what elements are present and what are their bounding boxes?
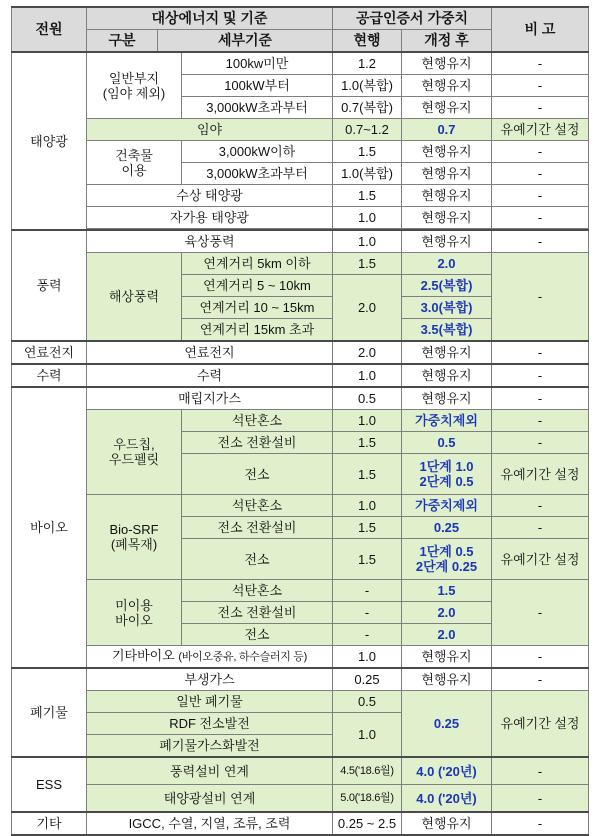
bio-wood-revised: 0.5 <box>402 432 492 454</box>
waste-rdf-detail: RDF 전소발전 <box>87 713 333 735</box>
bio-wood-label: 우드칩, 우드펠릿 <box>87 410 182 495</box>
waste-label: 폐기물 <box>12 668 87 757</box>
bio-wood-current: 1.5 <box>333 432 402 454</box>
waste-note: 유예기간 설정 <box>492 691 589 758</box>
solar-building-detail: 3,000kW초과부터 <box>182 163 333 185</box>
solar-forest-current: 0.7~1.2 <box>333 119 402 141</box>
wind-onshore-current: 1.0 <box>333 230 402 253</box>
ess-wind-note: - <box>492 757 589 785</box>
waste-byproduct-revised: 현행유지 <box>402 668 492 691</box>
solar-general-land: 일반부지 (임야 제외) <box>87 52 182 119</box>
bio-unused-detail: 석탄혼소 <box>182 580 333 602</box>
solar-water-revised: 현행유지 <box>402 185 492 207</box>
wind-offshore-detail: 연계거리 15km 초과 <box>182 319 333 342</box>
solar-self-current: 1.0 <box>333 207 402 229</box>
solar-water-detail: 수상 태양광 <box>87 185 333 207</box>
solar-forest-note: 유예기간 설정 <box>492 119 589 141</box>
waste-general-current: 0.5 <box>333 691 402 713</box>
bio-srf-detail: 전소 전환설비 <box>182 517 333 539</box>
solar-label: 태양광 <box>12 52 87 230</box>
bio-wood-detail: 전소 전환설비 <box>182 432 333 454</box>
fuelcell-revised: 현행유지 <box>402 341 492 364</box>
bio-wood-detail: 석탄혼소 <box>182 410 333 432</box>
bio-other-label: 기타바이오 <box>111 648 175 663</box>
header-current: 현행 <box>333 30 402 53</box>
wind-offshore-current-b: 2.0 <box>333 275 402 342</box>
waste-revised: 0.25 <box>402 691 492 758</box>
solar-building-note: - <box>492 163 589 185</box>
bio-srf-revised: 1단계 0.5 2단계 0.25 <box>402 539 492 580</box>
ess-label: ESS <box>12 757 87 812</box>
solar-building-detail: 3,000kW이하 <box>182 141 333 163</box>
solar-current: 1.0(복합) <box>333 75 402 97</box>
ess-wind-revised: 4.0 ('20년) <box>402 757 492 785</box>
bio-srf-revised: 가중치제외 <box>402 495 492 517</box>
bio-unused-revised: 1.5 <box>402 580 492 602</box>
waste-general-detail: 일반 폐기물 <box>87 691 333 713</box>
bio-wood-current: 1.5 <box>333 454 402 495</box>
solar-detail: 3,000kW초과부터 <box>182 97 333 119</box>
solar-building: 건축물 이용 <box>87 141 182 185</box>
bio-srf-note: - <box>492 495 589 517</box>
header-rec-weight: 공급인증서 가중치 <box>333 7 492 30</box>
bio-unused-detail: 전소 <box>182 624 333 646</box>
solar-note: - <box>492 75 589 97</box>
bio-srf-current: 1.5 <box>333 517 402 539</box>
header-target-energy: 대상에너지 및 기준 <box>87 7 333 30</box>
solar-current: 1.2 <box>333 52 402 75</box>
bio-landfill-note: - <box>492 387 589 410</box>
ess-wind-detail: 풍력설비 연계 <box>87 757 333 785</box>
wind-offshore-detail: 연계거리 10 ~ 15km <box>182 297 333 319</box>
bio-unused-label: 미이용 바이오 <box>87 580 182 646</box>
etc-current: 0.25 ~ 2.5 <box>333 812 402 835</box>
bio-wood-note: - <box>492 432 589 454</box>
bio-landfill-current: 0.5 <box>333 387 402 410</box>
fuelcell-label: 연료전지 <box>12 341 87 364</box>
wind-offshore-revised: 3.0(복합) <box>402 297 492 319</box>
header-source: 전원 <box>12 7 87 52</box>
bio-label: 바이오 <box>12 387 87 668</box>
waste-byproduct-note: - <box>492 668 589 691</box>
hydro-current: 1.0 <box>333 364 402 387</box>
solar-building-revised: 현행유지 <box>402 141 492 163</box>
header-category: 구분 <box>87 30 158 53</box>
fuelcell-note: - <box>492 341 589 364</box>
solar-building-current: 1.5 <box>333 141 402 163</box>
solar-revised: 현행유지 <box>402 97 492 119</box>
solar-self-note: - <box>492 207 589 229</box>
wind-offshore-detail: 연계거리 5 ~ 10km <box>182 275 333 297</box>
solar-forest-revised: 0.7 <box>402 119 492 141</box>
ess-solar-detail: 태양광설비 연계 <box>87 785 333 813</box>
solar-detail: 100kw미만 <box>182 52 333 75</box>
solar-detail: 100kW부터 <box>182 75 333 97</box>
rec-weight-table <box>11 6 589 836</box>
solar-forest-detail: 임야 <box>87 119 333 141</box>
hydro-label: 수력 <box>12 364 87 387</box>
wind-offshore-detail: 연계거리 5km 이하 <box>182 253 333 275</box>
wind-offshore-current-a: 1.5 <box>333 253 402 275</box>
bio-unused-current: - <box>333 580 402 602</box>
bio-unused-current: - <box>333 602 402 624</box>
waste-byproduct-current: 0.25 <box>333 668 402 691</box>
bio-landfill-detail: 매립지가스 <box>87 387 333 410</box>
etc-label: 기타 <box>12 812 87 835</box>
solar-revised: 현행유지 <box>402 75 492 97</box>
solar-note: - <box>492 97 589 119</box>
wind-offshore-revised: 3.5(복합) <box>402 319 492 342</box>
wind-onshore-note: - <box>492 230 589 253</box>
header-detail: 세부기준 <box>158 30 333 53</box>
bio-wood-current: 1.0 <box>333 410 402 432</box>
solar-self-detail: 자가용 태양광 <box>87 207 333 229</box>
bio-unused-detail: 전소 전환설비 <box>182 602 333 624</box>
bio-srf-current: 1.5 <box>333 539 402 580</box>
bio-unused-revised: 2.0 <box>402 602 492 624</box>
waste-rdf-current: 1.0 <box>333 713 402 758</box>
solar-building-revised: 현행유지 <box>402 163 492 185</box>
solar-current: 0.7(복합) <box>333 97 402 119</box>
etc-note: - <box>492 812 589 835</box>
header-remarks: 비 고 <box>492 7 589 52</box>
ess-solar-current: 5.0('18.6월) <box>333 785 402 813</box>
etc-detail: IGCC, 수열, 지열, 조류, 조력 <box>87 812 333 835</box>
bio-wood-detail: 전소 <box>182 454 333 495</box>
bio-unused-current: - <box>333 624 402 646</box>
bio-other-revised: 현행유지 <box>402 646 492 669</box>
waste-byproduct-detail: 부생가스 <box>87 668 333 691</box>
bio-other-note: - <box>492 646 589 669</box>
bio-unused-revised: 2.0 <box>402 624 492 646</box>
header-revised: 개정 후 <box>402 30 492 53</box>
ess-solar-note: - <box>492 785 589 813</box>
bio-wood-revised: 1단계 1.0 2단계 0.5 <box>402 454 492 495</box>
bio-wood-note: 유예기간 설정 <box>492 454 589 495</box>
bio-other-sub: (바이오중유, 하수슬러지 등) <box>178 651 307 663</box>
bio-srf-label: Bio-SRF (폐목재) <box>87 495 182 580</box>
solar-self-revised: 현행유지 <box>402 207 492 229</box>
wind-offshore-revised: 2.0 <box>402 253 492 275</box>
wind-offshore-label: 해상풍력 <box>87 253 182 342</box>
hydro-note: - <box>492 364 589 387</box>
fuelcell-current: 2.0 <box>333 341 402 364</box>
bio-other-current: 1.0 <box>333 646 402 669</box>
solar-building-note: - <box>492 141 589 163</box>
bio-srf-note: - <box>492 517 589 539</box>
bio-srf-revised: 0.25 <box>402 517 492 539</box>
bio-landfill-revised: 현행유지 <box>402 387 492 410</box>
solar-water-note: - <box>492 185 589 207</box>
bio-srf-note: 유예기간 설정 <box>492 539 589 580</box>
hydro-detail: 수력 <box>87 364 333 387</box>
fuelcell-detail: 연료전지 <box>87 341 333 364</box>
bio-srf-detail: 전소 <box>182 539 333 580</box>
bio-srf-detail: 석탄혼소 <box>182 495 333 517</box>
ess-wind-current: 4.5('18.6월) <box>333 757 402 785</box>
etc-revised: 현행유지 <box>402 812 492 835</box>
wind-onshore-revised: 현행유지 <box>402 230 492 253</box>
bio-wood-revised: 가중치제외 <box>402 410 492 432</box>
solar-water-current: 1.5 <box>333 185 402 207</box>
solar-building-current: 1.0(복합) <box>333 163 402 185</box>
hydro-revised: 현행유지 <box>402 364 492 387</box>
solar-note: - <box>492 52 589 75</box>
bio-other-detail <box>87 646 333 669</box>
bio-wood-note: - <box>492 410 589 432</box>
wind-offshore-note: - <box>492 253 589 342</box>
wind-label: 풍력 <box>12 230 87 341</box>
wind-onshore-detail: 육상풍력 <box>87 230 333 253</box>
ess-solar-revised: 4.0 ('20년) <box>402 785 492 813</box>
solar-revised: 현행유지 <box>402 52 492 75</box>
bio-unused-note: - <box>492 580 589 646</box>
bio-srf-current: 1.0 <box>333 495 402 517</box>
waste-gasification-detail: 폐기물가스화발전 <box>87 735 333 758</box>
wind-offshore-revised: 2.5(복합) <box>402 275 492 297</box>
